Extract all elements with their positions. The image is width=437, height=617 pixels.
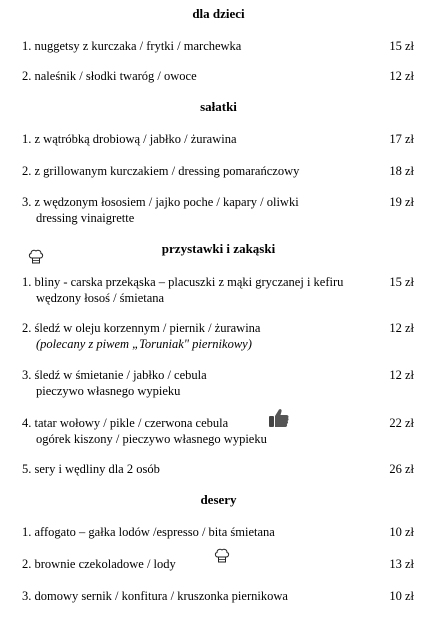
item-description: 2. brownie czekoladowe / lody (22, 557, 176, 571)
item-description: 1. z wątróbką drobiową / jabłko / żurawina (22, 132, 237, 146)
item-description-line2: ogórek kiszony / pieczywo własnego wypieku (36, 432, 267, 446)
item-description-line2: pieczywo własnego wypieku (36, 384, 181, 398)
item-price: 12 zł (389, 69, 414, 83)
section-title-starters: przystawki i zakąski (161, 241, 276, 256)
item-price: 10 zł (389, 589, 414, 603)
thumbs-up-icon (268, 407, 290, 429)
item-price: 17 zł (389, 132, 414, 146)
item-description: 3. domowy sernik / konfitura / kruszonka piernikowa (22, 589, 288, 603)
item-description: 4. tatar wołowy / pikle / czerwona cebula (22, 416, 229, 430)
item-description: 2. śledź w oleju korzennym / piernik / żurawina (22, 321, 261, 335)
item-price: 10 zł (389, 525, 414, 539)
item-description-line2: (polecany z piwem „Toruniak" piernikowy) (36, 337, 252, 351)
item-description-line2: dressing vinaigrette (36, 211, 135, 225)
chef-hat-icon (28, 248, 44, 265)
section-title-kids: dla dzieci (192, 6, 245, 21)
item-price: 12 zł (389, 368, 414, 382)
item-description: 1. nuggetsy z kurczaka / frytki / marchewka (22, 39, 242, 53)
section-title-desserts: desery (200, 492, 237, 507)
item-price: 26 zł (389, 462, 414, 476)
item-description: 3. z wędzonym łososiem / jajko poche / kapary / oliwki (22, 195, 299, 209)
item-price: 13 zł (389, 557, 414, 571)
item-description-line2: wędzony łosoś / śmietana (36, 291, 165, 305)
item-price: 18 zł (389, 164, 414, 178)
item-description: 2. z grillowanym kurczakiem / dressing pomarańczowy (22, 164, 300, 178)
item-description: 2. naleśnik / słodki twaróg / owoce (22, 69, 197, 83)
item-description: 1. affogato – gałka lodów /espresso / bita śmietana (22, 525, 275, 539)
section-title-salads: sałatki (200, 99, 237, 114)
chef-hat-icon (214, 547, 230, 564)
item-description: 1. bliny - carska przekąska – placuszki z mąki gryczanej i kefiru (22, 275, 344, 289)
item-price: 15 zł (389, 39, 414, 53)
item-price: 22 zł (389, 416, 414, 430)
item-description: 3. śledź w śmietanie / jabłko / cebula (22, 368, 207, 382)
item-price: 12 zł (389, 321, 414, 335)
item-price: 15 zł (389, 275, 414, 289)
item-price: 19 zł (389, 195, 414, 209)
item-description: 5. sery i wędliny dla 2 osób (22, 462, 160, 476)
